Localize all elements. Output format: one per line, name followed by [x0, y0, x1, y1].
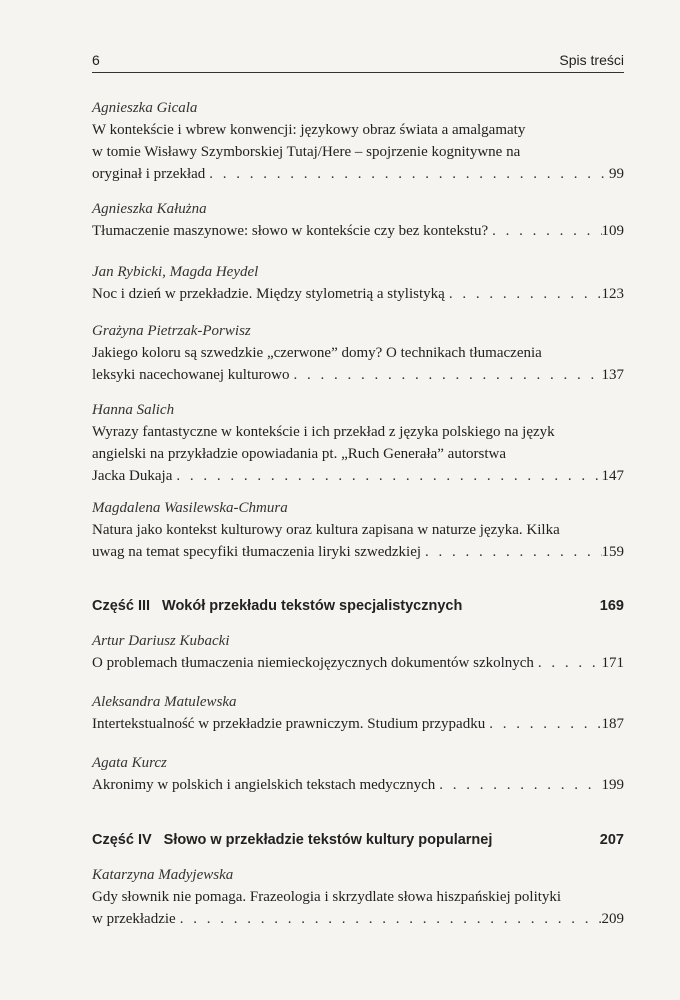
- running-title: Spis treści: [559, 52, 624, 68]
- dot-leader: [172, 465, 601, 487]
- entry-title-line: Tłumaczenie maszynowe: słowo w kontekście czy bez kontekstu?: [92, 223, 489, 239]
- dot-leader: [445, 283, 602, 305]
- toc-entry: [92, 97, 624, 185]
- part-label: Część IV: [92, 832, 152, 848]
- entry-title-line: uwag na temat specyfiki tłumaczenia liryki szwedzkiej: [92, 544, 422, 560]
- entry-title-line: Jakiego koloru są szwedzkie „czerwone” domy? O technikach tłumaczenia: [92, 345, 542, 361]
- entry-author: Agnieszka Kałużna: [92, 201, 207, 217]
- entry-author: Magdalena Wasilewska-Chmura: [92, 500, 288, 516]
- toc-entry: [92, 198, 624, 242]
- entry-title-line: leksyki nacechowanej kulturowo: [92, 367, 290, 383]
- entry-page: 99: [609, 166, 624, 182]
- entry-page: 147: [601, 468, 624, 484]
- entry-page: 187: [601, 716, 624, 732]
- dot-leader: [421, 541, 601, 563]
- toc-entry: [92, 752, 624, 796]
- entry-title-line: Akronimy w polskich i angielskich tekstach medycznych: [92, 777, 436, 793]
- entry-page: 199: [601, 777, 624, 793]
- toc-entry: [92, 261, 624, 305]
- entry-author: Hanna Salich: [92, 402, 175, 418]
- entry-author: Artur Dariusz Kubacki: [92, 633, 230, 649]
- dot-leader: [534, 652, 602, 674]
- part-heading: [92, 832, 624, 848]
- toc-entry: [92, 497, 624, 563]
- entry-page: 209: [601, 911, 624, 927]
- dot-leader: [435, 774, 601, 796]
- entry-author: Aleksandra Matulewska: [92, 694, 237, 710]
- entry-author: Katarzyna Madyjewska: [92, 867, 234, 883]
- toc-entry: [92, 864, 624, 930]
- dot-leader: [205, 163, 609, 185]
- dot-leader: [176, 908, 602, 930]
- toc-entry: [92, 399, 624, 487]
- page-header: [92, 52, 624, 73]
- entry-title-line: oryginał i przekład: [92, 166, 206, 182]
- toc-entry: [92, 630, 624, 674]
- entry-page: 159: [601, 544, 624, 560]
- entry-page: 109: [601, 223, 624, 239]
- entry-title-line: Gdy słownik nie pomaga. Frazeologia i skrzydlate słowa hiszpańskiej polityki: [92, 889, 562, 905]
- entry-title-line: O problemach tłumaczenia niemieckojęzycznych dokumentów szkolnych: [92, 655, 534, 671]
- entry-title-line: Wyrazy fantastyczne w kontekście i ich przekład z języka polskiego na język: [92, 424, 555, 440]
- dot-leader: [485, 713, 601, 735]
- entry-title-line: W kontekście i wbrew konwencji: językowy obraz świata a amalgamaty: [92, 122, 526, 138]
- toc-entry: [92, 320, 624, 386]
- entry-title-line: w przekładzie: [92, 911, 176, 927]
- entry-author: Grażyna Pietrzak-Porwisz: [92, 323, 251, 339]
- entry-page: 171: [601, 655, 624, 671]
- dot-leader: [488, 220, 601, 242]
- part-page: 207: [599, 832, 624, 848]
- part-title: Słowo w przekładzie tekstów kultury popularnej: [163, 832, 493, 848]
- entry-title-line: Jacka Dukaja: [92, 468, 173, 484]
- part-label: Część III: [92, 598, 151, 614]
- entry-title-line: Noc i dzień w przekładzie. Między stylometrią a stylistyką: [92, 286, 445, 302]
- part-page: 169: [599, 598, 624, 614]
- entry-page: 123: [601, 286, 624, 302]
- entry-title-line: angielski na przykładzie opowiadania pt. „Ruch Generała” autorstwa: [92, 446, 507, 462]
- toc-entry: [92, 691, 624, 735]
- entry-title-line: w tomie Wisławy Szymborskiej Tutaj/Here – spojrzenie kognitywne na: [92, 144, 521, 160]
- entry-author: Agnieszka Gicala: [92, 100, 198, 116]
- entry-page: 137: [601, 367, 624, 383]
- entry-author: Jan Rybicki, Magda Heydel: [92, 264, 259, 280]
- dot-leader: [289, 364, 601, 386]
- part-title: Wokół przekładu tekstów specjalistycznych: [162, 598, 463, 614]
- entry-title-line: Natura jako kontekst kulturowy oraz kultura zapisana w naturze języka. Kilka: [92, 522, 560, 538]
- page-number: 6: [92, 52, 100, 68]
- entry-title-line: Intertekstualność w przekładzie prawniczym. Studium przypadku: [92, 716, 486, 732]
- part-heading: [92, 598, 624, 614]
- entry-author: Agata Kurcz: [92, 755, 167, 771]
